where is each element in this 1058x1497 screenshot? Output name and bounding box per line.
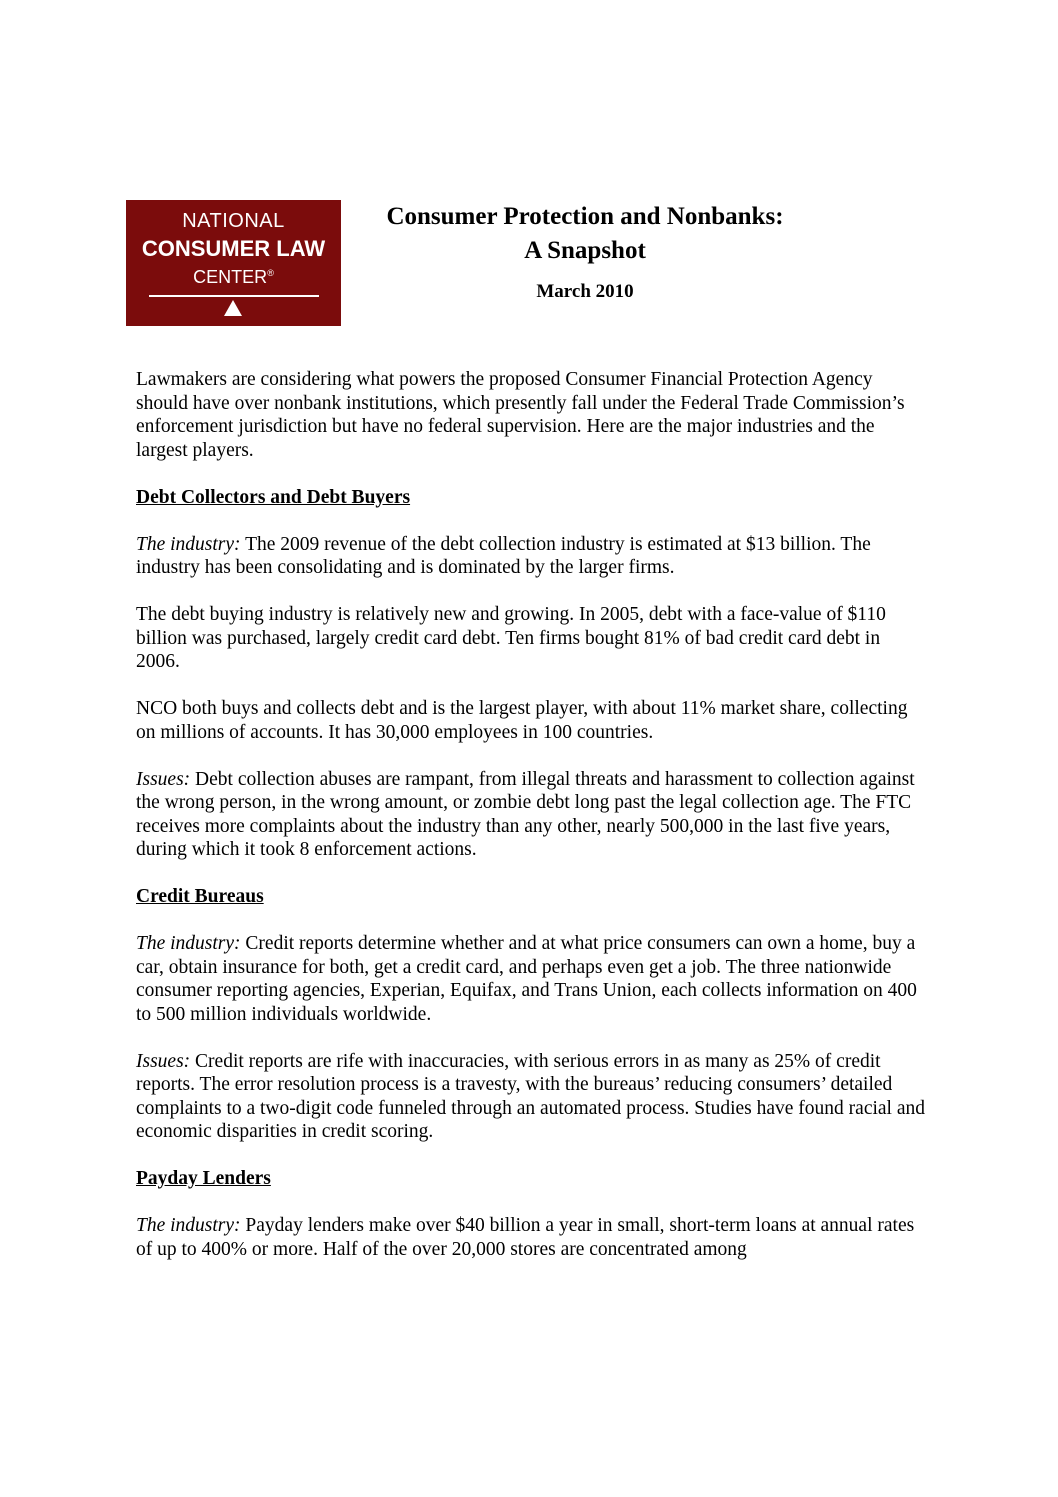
logo-line-national: NATIONAL: [182, 210, 285, 232]
document-title-line2: A Snapshot: [524, 237, 646, 264]
issues-text: Debt collection abuses are rampant, from illegal threats and harassment to collection against the wrong person, in the wrong amount, or zombie debt long past the legal collection age. The FTC receives more complaints about the industry than any other, nearly 500,000 in the last five years, during which it took 8 enforcement actions.: [136, 768, 915, 860]
industry-text: The 2009 revenue of the debt collection industry is estimated at $13 billion. The industry has been consolidating and is dominated by the larger firms.: [136, 533, 871, 578]
section-heading-payday-lenders: Payday Lenders: [136, 1168, 271, 1189]
section-heading-debt-collectors: Debt Collectors and Debt Buyers: [136, 486, 411, 508]
logo-line-consumer-law: CONSUMER LAW: [141, 236, 326, 261]
logo-line-center: [126, 267, 341, 288]
document-title-line1: Consumer Protection and Nonbanks:: [386, 203, 784, 230]
issues-label: Issues:: [136, 768, 191, 790]
industry-text: Payday lenders make over $40 billion a year in small, short-term loans at annual rates of up to 400% or more. Half of the over 20,000 stores are concentrated among: [136, 1215, 915, 1260]
issues-label: Issues:: [136, 1050, 191, 1072]
document-body: [136, 368, 926, 1285]
logo-center-text: CENTER: [193, 267, 268, 287]
nco-paragraph: NCO both buys and collects debt and is the largest player, with about 11% market share, collecting on millions of accounts. It has 30,000 employees in 100 countries.: [136, 698, 908, 743]
title-block: [350, 200, 820, 303]
issues-text: Credit reports are rife with inaccuracies, with serious errors in as many as 25% of credit reports. The error resolution process is a travesty, with the bureaus’ reducing consumers’ detailed complaints to a two-digit code funneled through an automated process. Studies have found racial and economic disparities in credit scoring.: [136, 1050, 925, 1142]
registered-mark: ®: [267, 268, 274, 278]
industry-label: The industry:: [136, 533, 241, 555]
debt-industry-paragraph: [136, 533, 926, 580]
payday-industry-paragraph: [136, 1214, 926, 1261]
industry-text: Credit reports determine whether and at what price consumers can own a home, buy a car, obtain insurance for both, get a credit card, and perhaps even get a job. The three nationwide consumer reporting agencies, Experian, Equifax, and Trans Union, each collects information on 400 to 500 million individuals worldwide.: [136, 933, 917, 1025]
debt-buying-paragraph: The debt buying industry is relatively new and growing. In 2005, debt with a face-value of $110 billion was purchased, largely credit card debt. Ten firms bought 81% of bad credit card debt in 2006.: [136, 604, 886, 672]
section-heading-credit-bureaus: Credit Bureaus: [136, 886, 264, 907]
ncl-logo: [126, 200, 341, 326]
intro-paragraph: Lawmakers are considering what powers the proposed Consumer Financial Protection Agency should have over nonbank institutions, which presently fall under the Federal Trade Commission’s enforcement jurisdiction but have no federal supervision. Here are the major industries and the largest players.: [136, 369, 905, 461]
document-date: March 2010: [536, 281, 634, 302]
debt-issues-paragraph: [136, 768, 926, 862]
logo-triangle-icon: [224, 300, 242, 316]
industry-label: The industry:: [136, 1215, 241, 1236]
industry-label: The industry:: [136, 933, 241, 954]
credit-issues-paragraph: [136, 1050, 926, 1144]
logo-rule: [149, 295, 319, 297]
credit-industry-paragraph: [136, 932, 926, 1026]
